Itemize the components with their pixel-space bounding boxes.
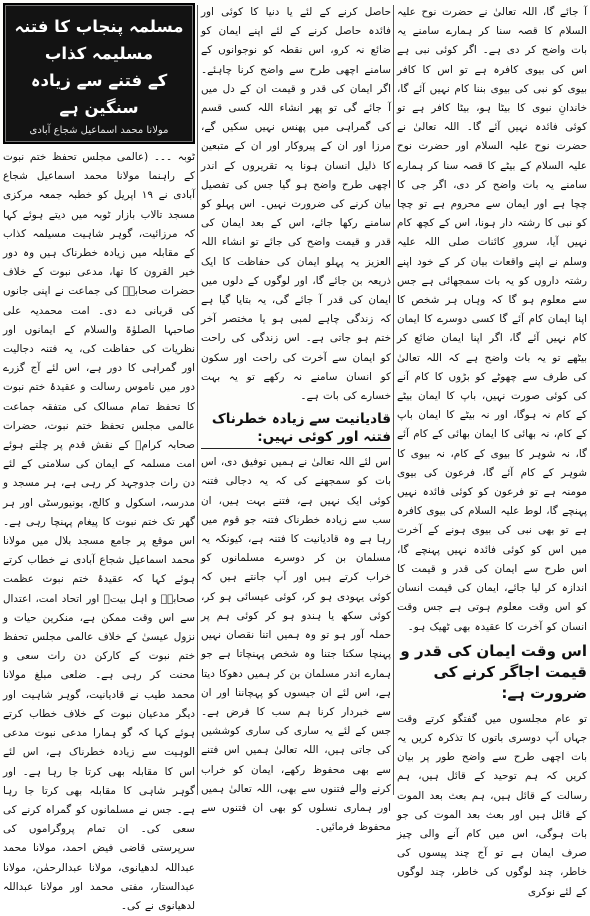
column-divider [197, 5, 198, 795]
subheading-iman-value: اس وقت ایمان کی قدر و قیمت اجاگر کرنے کی ضرورت ہے: [400, 641, 587, 702]
headline-author: مولانا محمد اسماعیل شجاع آبادی [29, 125, 169, 136]
column-middle [201, 3, 391, 834]
subheading-qadianiyat: قادیانیت سے زیادہ خطرناک فتنہ اور کوئی نہیں: [201, 410, 391, 449]
column-middle-paragraph-2: اس لئے اللہ تعالیٰ نے ہمیں توفیق دی، اس بات کو سمجھنے کی کہ یہ دجالی فتنہ کوئی ایک نہیں ہے، فتنے بہت ہیں، ان سب سے زیادہ خطرناک فتنہ جو قوم میں رہا ہے وہ قادیانیت کا فتنہ ہے، کیونکہ یہ مسلمان بن کر دوسرے مسلمانوں کو خراب کرتے ہیں اور آپ جانتے ہیں کہ کوئی یہودی ہو کر، کوئی عیسائی ہو کر، کوئی سکھ یا ہندو ہو کر کوئی ہم پر حملہ آور ہو تو وہ ہمیں اتنا نقصان نہیں پہنچا سکتا جتنا وہ شخص پہنچاتا ہے جو ہمارے اندر مسلمان بن کر ہمیں دھوکا دیتا ہے، اس لئے ان جیسوں کو پہچاننا اور ان سے خبردار کرنا ہم سب کا فرض ہے۔ جس کے لئے یہ ساری کی ساری کوششیں کی جاتی ہیں، اللہ تعالیٰ ہمیں اس فتنے سے بھی محفوظ رکھے، ایمان کو خراب کرنے والے فتنوں سے بھی، اللہ تعالیٰ ہمیں اور ہماری نسلوں کو بھی ان فتنوں سے محفوظ فرمائیں۔ [201, 456, 391, 834]
column-right-paragraph-2: تو عام مجلسوں میں گفتگو کرتے وقت جہاں آپ دوسری باتوں کا تذکرہ کریں یہ بات اچھی طرح سے واضح طور پر بیان کریں کہ ہم توحید کے قائل ہیں، ہم رسالت کے قائل ہیں، ہم بعث بعد الموت کے قائل ہیں اور بعث بعد الموت کی جو بات ہوگی، اس میں کام آنے والی چیز صرف ایمان ہے تو آج چند پیسوں کی خاطر، چند لوگوں کی خاطر، چند لوگوں کے لئے نوکری [397, 712, 587, 898]
column-right-paragraph-1: آ جائے گا، اللہ تعالیٰ نے حضرت نوح علیہ السلام کا قصہ سنا کر ہمارے سامنے یہ بات واضح کر دی ہے۔ اگر کوئی نبی ہے اس کی بیوی کافرہ ہے تو اس کا کافر بیوی کو نبی کی بیوی بننا کام نہیں آئے گا، خاندانِ نبوی کا بیٹا ہو، بیٹا کافر ہے تو کوئی فائدہ نہیں آئے گا۔ اللہ تعالیٰ نے حضرت نوح علیہ السلام اور حضرت نوح علیہ السلام کے بیٹے کا قصہ سنا کر ہمارے سامنے یہ بات واضح کر دی، اگر جی کا چچا ہے اور ایمان سے محروم ہے تو چچا کو نبی کا رشتہ دار ہونا، اس کے کچھ کام نہیں آیا، سرورِ کائنات صلی اللہ علیہ وسلم نے اپنے واقعات بیان کر کے خود اپنے رشتہ داروں کو یہ بات سمجھائی ہے جس سے معلوم ہو گا کہ وہاں ہر شخص کا اپنا ایمان کام آئے گا کسی دوسرے کا ایمان کام نہیں آئے گا، اگر اپنا ایمان ضائع کر بیٹھے تو یہ بات واضح ہے کہ اللہ تعالیٰ کی طرف سے چھوٹے کو بڑوں کا کام آنے کی کوئی صورت نہیں، باپ کا ایمان بیٹے کے کام نہ ہوگا، اور نہ بیٹے کا ایمان باپ کے کام، نہ بھائی کا ایمان بھائی کے کام آئے گا، نہ شوہر کا بیوی کے کام، نہ بیوی کا شوہر کے کام آئے گا، فرعون کی بیوی مومنہ ہے تو فرعون کو کوئی فائدہ نہیں پہنچے گا، لوط علیہ السلام کی بیوی کافرہ ہے تو بھی نبی کی بیوی ہونے کے آخرت میں اس کو کوئی فائدہ نہیں پہنچے گا، اس طرح سے ایمان کی قدر و قیمت کا اندازہ کر لیا جائے، ایمان کی قیمت انسان کو اس وقت معلوم ہوتی ہے جس وقت انسان کو آخرت کا عقیدہ بھی ٹھیک ہو۔ [397, 6, 587, 633]
column-divider [393, 5, 394, 795]
column-middle-paragraph-1: حاصل کرنے کے لئے یا دنیا کا کوئی اور فائدہ حاصل کرنے کے لئے اپنے ایمان کو ضائع نہ کرو، اس نقطہ کو نوجوانوں کے سامنے اچھی طرح سے واضح کرنا چاہئے۔ اگر ایمان کی قدر و قیمت ان کے دل میں آ جائے گی تو پھر انشاء اللہ کسی قسم کی گمراہی میں پھنس نہیں سکیں گے، مرزا اور ان کے پیروکار اور ان کے متبعین کا ذلیل انسان ہونا یہ تقریروں کے اندر اچھی طرح واضح ہو گیا جس کی تفصیل بیان کرنے کی ضرورت نہیں۔ اس پہلو کو سامنے رکھا جائے، اس کے بعد ایمان کی قدر و قیمت واضح کی جائے تو انشاء اللہ العزیز یہ پہلو ایمان کی حفاظت کا ایک ذریعہ بن جائے گا، اور لوگوں کے دلوں میں ایمان کی قدر آ جائے گی، یہ بتایا گیا ہے کہ زندگی چاہے لمبی ہو یا مختصر آخر ختم ہو جاتی ہے۔ اس زندگی کی راحت کو ایمان سے آخرت کی راحت اور سکون کو انسان سامنے نہ رکھے تو یہ بہت خسارے کی بات ہے۔ [201, 6, 391, 403]
column-left [3, 3, 195, 912]
column-left-paragraph-1: ٹوبہ ۔۔۔ (عالمی مجلس تحفظ ختم نبوت کے راہنما مولانا محمد اسماعیل شجاع آبادی نے ۱۹ اپریل کو خطبہ جمعہ مرکزی مسجد تالاب بازار ٹوبہ میں دیتے ہوئے کہا کہ مرزائیت، گوہر شاہیت مسیلمہ کذاب کے مقابلہ میں زیادہ خطرناک ہیں وہ دور خیر القرون کا تھا، مدعی نبوت کے خلاف حضرات صحابہؓ کی جماعت نے اپنی جانوں کی قربانی دے دی۔ امت محمدیہ علی صاحبہا الصلوٰۃ والسلام کے ایمانوں اور نظریات کی حفاظت کی، یہ فتنہ دجالیت اور گمراہی کا دور ہے، اس لئے آج گزرے دور میں ناموس رسالت و عقیدۂ ختم نبوت کا تحفظ تمام مسالک کی متفقہ جماعت عالمی مجلس تحفظ ختم نبوت، حضرات صحابہ کرامؓ کے نقش قدم پر چلتے ہوئے امت مسلمہ کے ایمان کی سلامتی کے لئے دن رات جدوجہد کر رہی ہے، ہر مسجد و مدرسہ، اسکول و کالج، یونیورسٹی اور ہر گھر تک ختم نبوت کا پیغام پہنچا رہی ہے۔ اس موقع پر جامع مسجد بلال میں مولانا محمد اسماعیل شجاع آبادی نے خطاب کرتے ہوئے کہا کہ عقیدۂ ختم نبوت عظمت صحابہؓ و اہل بیتؓ اور اتحاد امت، اعتدال سے اس وقت ممکن ہے، منکرین حیات و نزول عیسیٰ کے خلاف عالمی مجلس تحفظ ختم نبوت کے کارکن دن رات سعی و محنت کر رہی ہے۔ ضلعی مبلغ مولانا محمد طیب نے قادیانیت، گوہر شاہیت اور دیگر مدعیان نبوت کے خلاف خطاب کرتے ہوئے کہا کہ گو ہمارا مدعی نبوت مدعی الوہیت سے زیادہ خطرناک ہے، اس لئے اس کا مقابلہ بھی کرتا جا رہا ہے۔ اور گوہر شاہی کا مقابلہ بھی کرتا جا رہا ہے۔ جس نے مسلمانوں کو گمراہ کرنے کی سعی کی۔ ان تمام پروگراموں کی سرپرستی قاضی فیض احمد، مولانا محمد عبداللہ لدھیانوی، مولانا عبدالرحمٰن، مولانا عبدالستار، مفتی محمد اور مولانا عبداللہ لدھیانوی نے کی۔ [3, 151, 195, 912]
column-right [397, 3, 587, 898]
article-columns [3, 3, 587, 912]
headline-line-2: کے فتنے سے زیادہ سنگین ہے [30, 71, 168, 117]
headline-box [3, 3, 195, 144]
headline-line-1: مسلمہ پنجاب کا فتنہ مسلیمہ کذاب [14, 17, 184, 63]
